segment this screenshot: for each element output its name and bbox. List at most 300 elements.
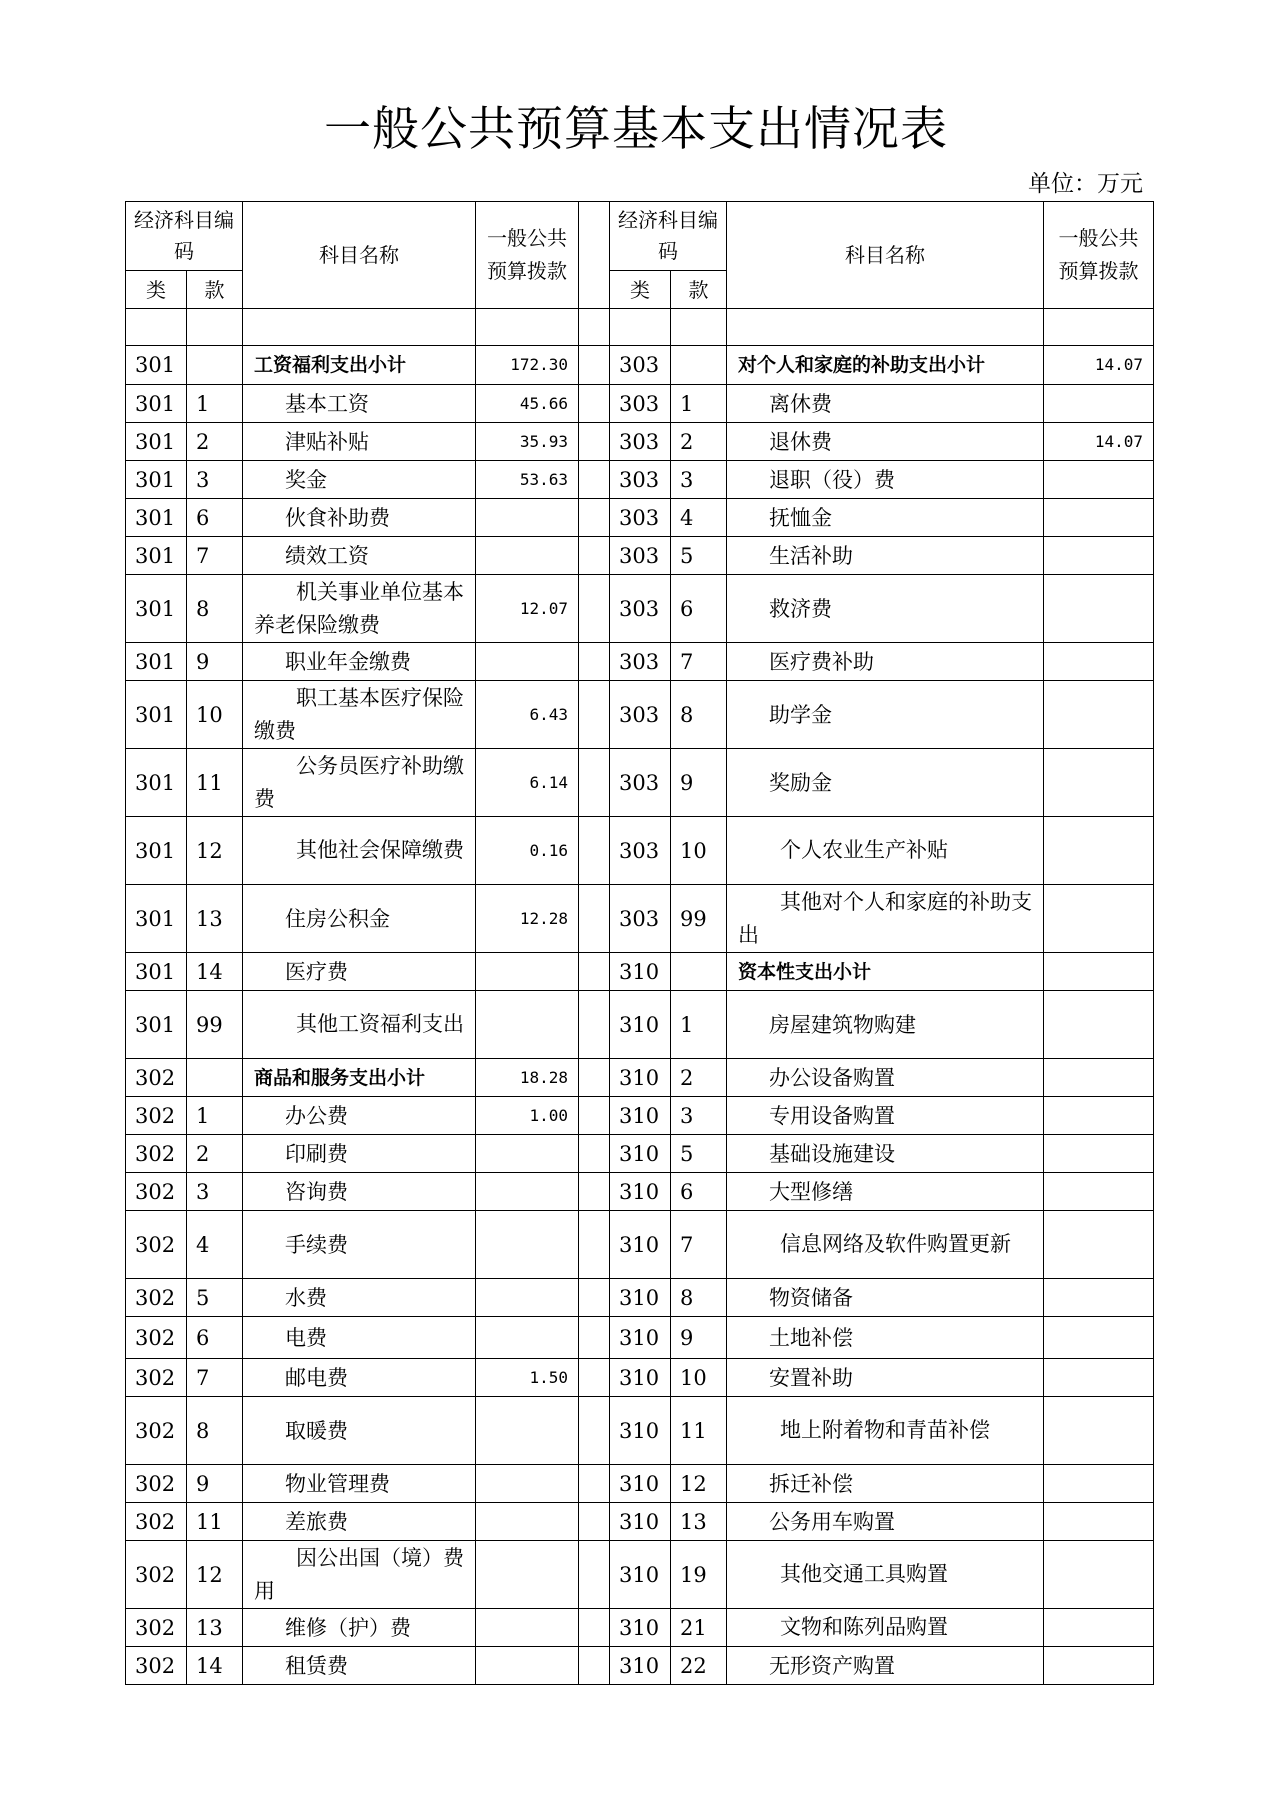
lei-cell-left: 301 — [126, 575, 187, 643]
lei-cell-right: 310 — [610, 1541, 671, 1609]
table-gap — [579, 1135, 610, 1173]
lei-cell-left: 302 — [126, 1135, 187, 1173]
amount-cell-left: 6.14 — [476, 749, 579, 817]
item-name-cell-left: 维修（护）费 — [243, 1609, 476, 1647]
kuan-cell-right: 10 — [671, 817, 727, 885]
amount-cell-left: 0.16 — [476, 817, 579, 885]
header-amount-left: 一般公共预算拨款 — [476, 202, 579, 309]
header-name-left: 科目名称 — [243, 202, 476, 309]
amount-cell-right — [1044, 1541, 1154, 1609]
lei-cell-left: 302 — [126, 1397, 187, 1465]
item-name-cell-right: 大型修缮 — [727, 1173, 1044, 1211]
lei-cell-left: 301 — [126, 423, 187, 461]
kuan-cell-right: 2 — [671, 1059, 727, 1097]
kuan-cell-right: 11 — [671, 1397, 727, 1465]
amount-cell-left — [476, 643, 579, 681]
item-name-cell-left: 公务员医疗补助缴费 — [243, 749, 476, 817]
item-name-cell-left: 机关事业单位基本养老保险缴费 — [243, 575, 476, 643]
table-row — [126, 461, 1154, 499]
amount-cell-left — [476, 1541, 579, 1609]
amount-cell-left: 12.07 — [476, 575, 579, 643]
amount-cell-left — [476, 953, 579, 991]
lei-cell-left: 301 — [126, 749, 187, 817]
kuan-cell-left: 3 — [187, 1173, 243, 1211]
amount-cell-right — [1044, 1135, 1154, 1173]
item-name-cell-right: 物资储备 — [727, 1279, 1044, 1317]
lei-cell-right: 310 — [610, 1317, 671, 1359]
lei-cell-right: 310 — [610, 1359, 671, 1397]
amount-cell-right — [1044, 681, 1154, 749]
kuan-cell-right: 9 — [671, 749, 727, 817]
header-code-right: 经济科目编码 — [610, 202, 727, 271]
table-row — [126, 1397, 1154, 1465]
header-name-right: 科目名称 — [727, 202, 1044, 309]
lei-cell-left — [126, 309, 187, 346]
table-row — [126, 385, 1154, 423]
item-name-cell-left: 物业管理费 — [243, 1465, 476, 1503]
item-name-cell-left: 住房公积金 — [243, 885, 476, 953]
kuan-cell-left — [187, 309, 243, 346]
table-row — [126, 1173, 1154, 1211]
lei-cell-left: 302 — [126, 1541, 187, 1609]
amount-cell-right — [1044, 1465, 1154, 1503]
lei-cell-left: 301 — [126, 885, 187, 953]
table-row — [126, 1359, 1154, 1397]
amount-cell-left: 172.30 — [476, 346, 579, 385]
amount-cell-left — [476, 1317, 579, 1359]
lei-cell-right: 303 — [610, 461, 671, 499]
item-name-cell-left: 商品和服务支出小计 — [243, 1059, 476, 1097]
kuan-cell-right: 19 — [671, 1541, 727, 1609]
kuan-cell-right: 21 — [671, 1609, 727, 1647]
kuan-cell-left: 13 — [187, 885, 243, 953]
item-name-cell-left: 印刷费 — [243, 1135, 476, 1173]
amount-cell-right — [1044, 1097, 1154, 1135]
amount-cell-left — [476, 537, 579, 575]
kuan-cell-left: 6 — [187, 499, 243, 537]
lei-cell-left: 302 — [126, 1465, 187, 1503]
kuan-cell-right: 22 — [671, 1647, 727, 1685]
item-name-cell-left: 医疗费 — [243, 953, 476, 991]
item-name-cell-left: 差旅费 — [243, 1503, 476, 1541]
item-name-cell-left: 取暖费 — [243, 1397, 476, 1465]
kuan-cell-right: 6 — [671, 575, 727, 643]
table-row — [126, 1503, 1154, 1541]
table-gap — [579, 1211, 610, 1279]
item-name-cell-right: 医疗费补助 — [727, 643, 1044, 681]
lei-cell-right: 303 — [610, 537, 671, 575]
kuan-cell-right: 7 — [671, 1211, 727, 1279]
lei-cell-right: 303 — [610, 681, 671, 749]
kuan-cell-right: 1 — [671, 385, 727, 423]
table-gap — [579, 885, 610, 953]
kuan-cell-left: 9 — [187, 643, 243, 681]
kuan-cell-right: 5 — [671, 1135, 727, 1173]
item-name-cell-right: 无形资产购置 — [727, 1647, 1044, 1685]
lei-cell-right: 303 — [610, 385, 671, 423]
table-row — [126, 1317, 1154, 1359]
lei-cell-left: 302 — [126, 1359, 187, 1397]
amount-cell-left: 18.28 — [476, 1059, 579, 1097]
amount-cell-right — [1044, 953, 1154, 991]
amount-cell-right — [1044, 1503, 1154, 1541]
lei-cell-left: 302 — [126, 1503, 187, 1541]
lei-cell-left: 301 — [126, 681, 187, 749]
kuan-cell-left — [187, 346, 243, 385]
table-gap — [579, 202, 610, 309]
amount-cell-right — [1044, 1279, 1154, 1317]
lei-cell-right: 310 — [610, 1173, 671, 1211]
amount-cell-left — [476, 1465, 579, 1503]
item-name-cell-right: 抚恤金 — [727, 499, 1044, 537]
amount-cell-right — [1044, 499, 1154, 537]
item-name-cell-left: 工资福利支出小计 — [243, 346, 476, 385]
amount-cell-right — [1044, 385, 1154, 423]
table-row — [126, 1647, 1154, 1685]
item-name-cell-left: 奖金 — [243, 461, 476, 499]
kuan-cell-left: 2 — [187, 1135, 243, 1173]
item-name-cell-right: 房屋建筑物购建 — [727, 991, 1044, 1059]
header-lei-left: 类 — [126, 271, 187, 309]
budget-table — [125, 201, 1154, 1685]
table-gap — [579, 817, 610, 885]
item-name-cell-right: 信息网络及软件购置更新 — [727, 1211, 1044, 1279]
table-row — [126, 991, 1154, 1059]
table-row — [126, 1609, 1154, 1647]
header-lei-right: 类 — [610, 271, 671, 309]
amount-cell-left — [476, 1211, 579, 1279]
item-name-cell-left: 租赁费 — [243, 1647, 476, 1685]
item-name-cell-left: 咨询费 — [243, 1173, 476, 1211]
amount-cell-right — [1044, 817, 1154, 885]
table-gap — [579, 346, 610, 385]
amount-cell-left: 53.63 — [476, 461, 579, 499]
kuan-cell-left: 10 — [187, 681, 243, 749]
amount-cell-right — [1044, 1173, 1154, 1211]
kuan-cell-right: 12 — [671, 1465, 727, 1503]
lei-cell-right: 310 — [610, 1397, 671, 1465]
table-row — [126, 423, 1154, 461]
amount-cell-left — [476, 499, 579, 537]
item-name-cell-left: 电费 — [243, 1317, 476, 1359]
kuan-cell-left: 5 — [187, 1279, 243, 1317]
table-gap — [579, 991, 610, 1059]
kuan-cell-right: 2 — [671, 423, 727, 461]
table-row — [126, 1097, 1154, 1135]
amount-cell-right — [1044, 575, 1154, 643]
lei-cell-right: 303 — [610, 643, 671, 681]
table-gap — [579, 1097, 610, 1135]
item-name-cell-right: 拆迁补偿 — [727, 1465, 1044, 1503]
kuan-cell-right — [671, 309, 727, 346]
kuan-cell-left: 7 — [187, 1359, 243, 1397]
amount-cell-right — [1044, 461, 1154, 499]
kuan-cell-right: 4 — [671, 499, 727, 537]
kuan-cell-left: 11 — [187, 1503, 243, 1541]
table-gap — [579, 309, 610, 346]
item-name-cell-left: 其他工资福利支出 — [243, 991, 476, 1059]
kuan-cell-left: 1 — [187, 385, 243, 423]
table-gap — [579, 953, 610, 991]
item-name-cell-left: 办公费 — [243, 1097, 476, 1135]
item-name-cell-right: 生活补助 — [727, 537, 1044, 575]
amount-cell-right — [1044, 309, 1154, 346]
page-title: 一般公共预算基本支出情况表 — [324, 102, 948, 157]
kuan-cell-right: 8 — [671, 681, 727, 749]
amount-cell-right — [1044, 749, 1154, 817]
item-name-cell-right: 对个人和家庭的补助支出小计 — [727, 346, 1044, 385]
kuan-cell-left: 11 — [187, 749, 243, 817]
amount-cell-right — [1044, 1397, 1154, 1465]
table-gap — [579, 1397, 610, 1465]
amount-cell-left — [476, 991, 579, 1059]
table-row — [126, 681, 1154, 749]
table-gap — [579, 1317, 610, 1359]
table-gap — [579, 1359, 610, 1397]
table-row — [126, 499, 1154, 537]
lei-cell-left: 301 — [126, 346, 187, 385]
lei-cell-left: 302 — [126, 1059, 187, 1097]
lei-cell-left: 301 — [126, 385, 187, 423]
lei-cell-right: 310 — [610, 1279, 671, 1317]
table-gap — [579, 1609, 610, 1647]
table-gap — [579, 643, 610, 681]
kuan-cell-right — [671, 346, 727, 385]
header-kuan-left: 款 — [187, 271, 243, 309]
item-name-cell-right: 公务用车购置 — [727, 1503, 1044, 1541]
kuan-cell-right: 8 — [671, 1279, 727, 1317]
lei-cell-right: 310 — [610, 1097, 671, 1135]
table-gap — [579, 1503, 610, 1541]
kuan-cell-left — [187, 1059, 243, 1097]
table-row — [126, 885, 1154, 953]
item-name-cell-left: 职业年金缴费 — [243, 643, 476, 681]
kuan-cell-left: 13 — [187, 1609, 243, 1647]
item-name-cell-right: 基础设施建设 — [727, 1135, 1044, 1173]
lei-cell-left: 302 — [126, 1211, 187, 1279]
amount-cell-left: 1.00 — [476, 1097, 579, 1135]
table-gap — [579, 385, 610, 423]
kuan-cell-right: 9 — [671, 1317, 727, 1359]
lei-cell-right: 303 — [610, 749, 671, 817]
table-row — [126, 817, 1154, 885]
table-gap — [579, 537, 610, 575]
kuan-cell-left: 8 — [187, 1397, 243, 1465]
amount-cell-left: 45.66 — [476, 385, 579, 423]
table-row — [126, 1541, 1154, 1609]
kuan-cell-right: 13 — [671, 1503, 727, 1541]
kuan-cell-left: 14 — [187, 953, 243, 991]
kuan-cell-right: 6 — [671, 1173, 727, 1211]
kuan-cell-left: 12 — [187, 817, 243, 885]
kuan-cell-left: 99 — [187, 991, 243, 1059]
item-name-cell-left: 手续费 — [243, 1211, 476, 1279]
header-code-left: 经济科目编码 — [126, 202, 243, 271]
item-name-cell-left: 水费 — [243, 1279, 476, 1317]
kuan-cell-left: 14 — [187, 1647, 243, 1685]
lei-cell-left: 302 — [126, 1647, 187, 1685]
kuan-cell-right: 1 — [671, 991, 727, 1059]
item-name-cell-left: 邮电费 — [243, 1359, 476, 1397]
item-name-cell-left: 基本工资 — [243, 385, 476, 423]
lei-cell-right: 310 — [610, 1135, 671, 1173]
table-row — [126, 953, 1154, 991]
table-gap — [579, 1173, 610, 1211]
header-amount-right: 一般公共预算拨款 — [1044, 202, 1154, 309]
table-gap — [579, 1059, 610, 1097]
table-gap — [579, 575, 610, 643]
lei-cell-left: 302 — [126, 1609, 187, 1647]
item-name-cell-left: 其他社会保障缴费 — [243, 817, 476, 885]
table-row — [126, 749, 1154, 817]
item-name-cell-left: 伙食补助费 — [243, 499, 476, 537]
kuan-cell-left: 12 — [187, 1541, 243, 1609]
kuan-cell-left: 8 — [187, 575, 243, 643]
amount-cell-right — [1044, 991, 1154, 1059]
table-row — [126, 643, 1154, 681]
table-gap — [579, 749, 610, 817]
kuan-cell-right: 99 — [671, 885, 727, 953]
amount-cell-right: 14.07 — [1044, 346, 1154, 385]
lei-cell-left: 301 — [126, 643, 187, 681]
table-row — [126, 1135, 1154, 1173]
amount-cell-right — [1044, 1609, 1154, 1647]
kuan-cell-left: 3 — [187, 461, 243, 499]
item-name-cell-right — [727, 309, 1044, 346]
lei-cell-right: 303 — [610, 885, 671, 953]
item-name-cell-right: 其他对个人和家庭的补助支出 — [727, 885, 1044, 953]
kuan-cell-right: 3 — [671, 1097, 727, 1135]
lei-cell-right: 303 — [610, 817, 671, 885]
kuan-cell-left: 4 — [187, 1211, 243, 1279]
kuan-cell-left: 1 — [187, 1097, 243, 1135]
item-name-cell-right: 其他交通工具购置 — [727, 1541, 1044, 1609]
table-row — [126, 1211, 1154, 1279]
amount-cell-right: 14.07 — [1044, 423, 1154, 461]
amount-cell-left — [476, 1397, 579, 1465]
item-name-cell-right: 文物和陈列品购置 — [727, 1609, 1044, 1647]
item-name-cell-right: 退职（役）费 — [727, 461, 1044, 499]
table-row — [126, 1059, 1154, 1097]
header-kuan-right: 款 — [671, 271, 727, 309]
table-gap — [579, 681, 610, 749]
table-gap — [579, 423, 610, 461]
item-name-cell-right: 办公设备购置 — [727, 1059, 1044, 1097]
lei-cell-left: 302 — [126, 1317, 187, 1359]
kuan-cell-left: 9 — [187, 1465, 243, 1503]
table-row — [126, 575, 1154, 643]
table-row — [126, 309, 1154, 346]
lei-cell-right: 310 — [610, 1647, 671, 1685]
amount-cell-left: 1.50 — [476, 1359, 579, 1397]
lei-cell-right: 310 — [610, 991, 671, 1059]
kuan-cell-left: 7 — [187, 537, 243, 575]
table-gap — [579, 461, 610, 499]
lei-cell-left: 301 — [126, 537, 187, 575]
amount-cell-left — [476, 1173, 579, 1211]
lei-cell-right — [610, 309, 671, 346]
kuan-cell-right — [671, 953, 727, 991]
amount-cell-left — [476, 309, 579, 346]
lei-cell-right: 310 — [610, 1465, 671, 1503]
table-gap — [579, 1541, 610, 1609]
item-name-cell-left: 职工基本医疗保险缴费 — [243, 681, 476, 749]
lei-cell-right: 310 — [610, 1211, 671, 1279]
item-name-cell-right: 奖励金 — [727, 749, 1044, 817]
item-name-cell-left: 因公出国（境）费用 — [243, 1541, 476, 1609]
amount-cell-right — [1044, 537, 1154, 575]
kuan-cell-right: 10 — [671, 1359, 727, 1397]
lei-cell-right: 310 — [610, 1609, 671, 1647]
item-name-cell-right: 助学金 — [727, 681, 1044, 749]
amount-cell-right — [1044, 1647, 1154, 1685]
amount-cell-right — [1044, 1059, 1154, 1097]
item-name-cell-right: 资本性支出小计 — [727, 953, 1044, 991]
lei-cell-left: 301 — [126, 817, 187, 885]
amount-cell-right — [1044, 885, 1154, 953]
kuan-cell-left: 6 — [187, 1317, 243, 1359]
lei-cell-right: 310 — [610, 1059, 671, 1097]
table-row — [126, 1465, 1154, 1503]
amount-cell-right — [1044, 1317, 1154, 1359]
kuan-cell-right: 7 — [671, 643, 727, 681]
table-row — [126, 1279, 1154, 1317]
item-name-cell-right: 土地补偿 — [727, 1317, 1044, 1359]
table-gap — [579, 1465, 610, 1503]
lei-cell-left: 301 — [126, 461, 187, 499]
amount-cell-right — [1044, 1211, 1154, 1279]
kuan-cell-right: 5 — [671, 537, 727, 575]
item-name-cell-right: 个人农业生产补贴 — [727, 817, 1044, 885]
lei-cell-left: 302 — [126, 1279, 187, 1317]
amount-cell-left — [476, 1647, 579, 1685]
amount-cell-left: 6.43 — [476, 681, 579, 749]
lei-cell-right: 303 — [610, 499, 671, 537]
table-gap — [579, 1647, 610, 1685]
amount-cell-left — [476, 1609, 579, 1647]
amount-cell-left: 12.28 — [476, 885, 579, 953]
table-gap — [579, 1279, 610, 1317]
lei-cell-right: 303 — [610, 423, 671, 461]
lei-cell-right: 303 — [610, 575, 671, 643]
lei-cell-right: 310 — [610, 1503, 671, 1541]
amount-cell-left — [476, 1135, 579, 1173]
lei-cell-left: 301 — [126, 953, 187, 991]
item-name-cell-right: 安置补助 — [727, 1359, 1044, 1397]
table-row — [126, 537, 1154, 575]
table-gap — [579, 499, 610, 537]
lei-cell-left: 302 — [126, 1173, 187, 1211]
lei-cell-left: 301 — [126, 499, 187, 537]
lei-cell-left: 302 — [126, 1097, 187, 1135]
kuan-cell-left: 2 — [187, 423, 243, 461]
lei-cell-right: 303 — [610, 346, 671, 385]
item-name-cell-left — [243, 309, 476, 346]
amount-cell-left: 35.93 — [476, 423, 579, 461]
item-name-cell-right: 专用设备购置 — [727, 1097, 1044, 1135]
lei-cell-left: 301 — [126, 991, 187, 1059]
kuan-cell-right: 3 — [671, 461, 727, 499]
amount-cell-right — [1044, 643, 1154, 681]
item-name-cell-left: 津贴补贴 — [243, 423, 476, 461]
item-name-cell-left: 绩效工资 — [243, 537, 476, 575]
item-name-cell-right: 地上附着物和青苗补偿 — [727, 1397, 1044, 1465]
item-name-cell-right: 退休费 — [727, 423, 1044, 461]
amount-cell-left — [476, 1279, 579, 1317]
amount-cell-right — [1044, 1359, 1154, 1397]
unit-label: 单位：万元 — [1028, 171, 1143, 197]
item-name-cell-right: 离休费 — [727, 385, 1044, 423]
